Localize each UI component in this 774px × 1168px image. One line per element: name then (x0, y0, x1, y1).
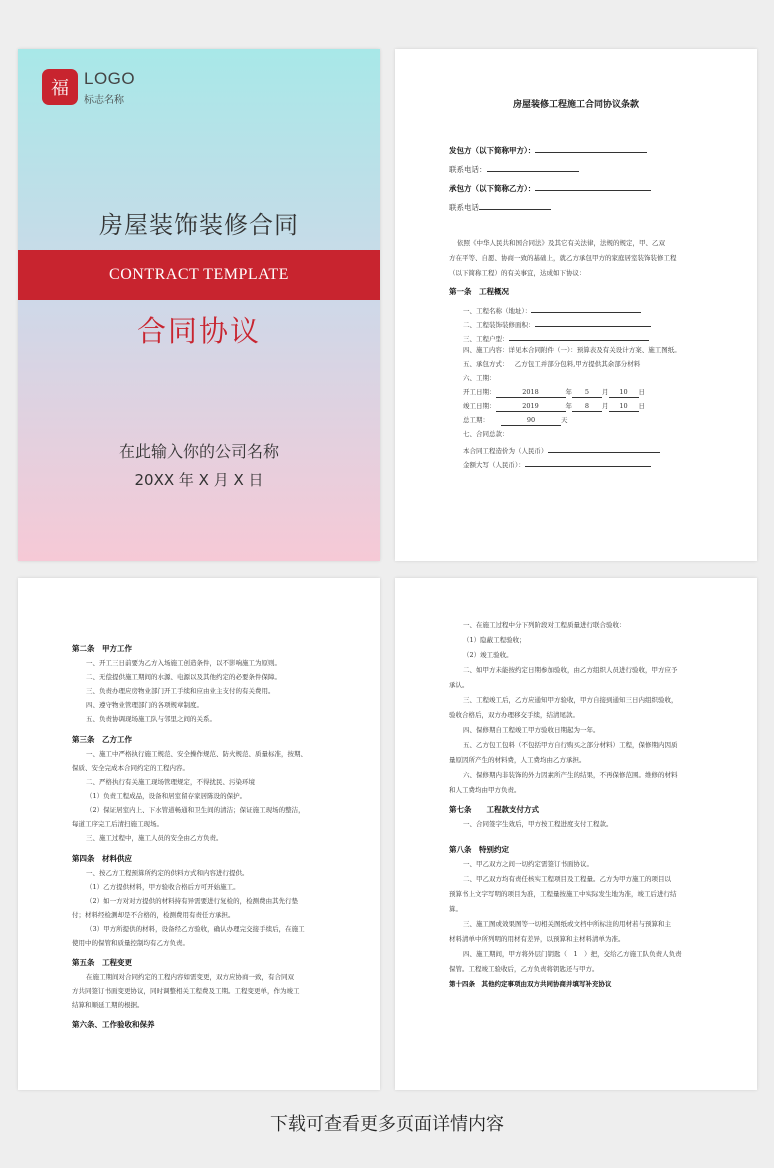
cover-date: 20XX 年 X 月 X 日 (134, 471, 264, 489)
text-line: 一、开工三日前要为乙方入场施工创造条件，以不影响施工为原则。 (86, 659, 281, 667)
text-line: 结算和顺延工期的根据。 (72, 1001, 144, 1009)
year-unit: 年 (565, 402, 572, 410)
section-6-heading: 第六条、工作验收和保养 (72, 1020, 155, 1029)
text-line: 一、合同签字生效后，甲方按工程进度支付工程款。 (463, 820, 613, 828)
end-year: 2019 (496, 403, 566, 412)
section-2-heading: 第二条 甲方工作 (72, 644, 132, 653)
text-line: 和人工费均由甲方负责。 (449, 786, 521, 794)
text-line: （1）隐蔽工程验收； (463, 636, 526, 644)
party-a-label: 发包方（以下简称甲方）： (449, 146, 536, 155)
text-line: 保管。工程竣工验收后，乙方负责将钥匙还与甲方。 (449, 965, 599, 973)
start-year: 2018 (496, 389, 566, 398)
contract-page-3 (395, 578, 757, 1090)
section-8-heading: 第八条 特别约定 (449, 845, 509, 854)
text-line: （3）甲方所提供的材料，设备经乙方验收，确认办理完交接手续后，在施工 (86, 925, 305, 933)
item-5-label: 五、承包方式： (463, 360, 509, 368)
end-date-label: 竣工日期： (463, 402, 496, 410)
start-day: 10 (609, 389, 639, 398)
item-1-label: 一、工程名称（地址）： (463, 307, 532, 315)
section-14-heading: 第十四条 其他约定事项由双方共同协商并填写补充协议 (449, 980, 612, 988)
item-6: 六、工期： (463, 374, 496, 382)
text-line: 二、严格执行有关施工现场管理规定，不得扰民、污染环境 (86, 778, 255, 786)
day-unit: 日 (638, 388, 645, 396)
logo-subtitle: 标志名称 (84, 95, 124, 106)
contract-page-2 (18, 578, 380, 1090)
days-unit: 天 (561, 416, 568, 424)
phone-a-line (449, 164, 579, 174)
section-3-heading: 第三条 乙方工作 (72, 735, 132, 744)
section-5-heading: 第五条 工程变更 (72, 958, 132, 967)
day-unit: 日 (638, 402, 645, 410)
text-line: 六、保修期内非装饰的外力因素所产生的结果，不再保修范围。维修的材料 (463, 771, 678, 779)
item-5 (463, 361, 640, 369)
end-day: 10 (609, 403, 639, 412)
text-line: 在施工期间对合同约定的工程内容如需变更，双方应协商一致，有合同双 (86, 973, 294, 981)
party-a-line (449, 145, 647, 155)
text-line: 量原因所产生的材料费，人工费均由乙方承担。 (449, 756, 586, 764)
text-line: 三、工程竣工后，乙方应通知甲方验收，甲方自接到通知三日内组织验收， (463, 696, 678, 704)
text-line: 一、按乙方工程预算所约定的供料方式和内容进行提供。 (86, 869, 249, 877)
section-4-heading: 第四条 材料供应 (72, 854, 132, 863)
total-days-label: 总工期： (463, 416, 489, 424)
text-line: 四、保修期自工程竣工甲方验收日期起为一年。 (463, 726, 600, 734)
start-date-label: 开工日期： (463, 388, 496, 396)
price-label: 本合同工程造价为（人民币） (463, 447, 548, 455)
text-line: 四、遵守物业管理部门的各项规章制度。 (86, 701, 203, 709)
party-b-line (449, 183, 651, 193)
intro-line-2: 方在平等、自愿、协商一致的基础上，就乙方承包甲方的家庭居室装饰装修工程 (449, 254, 677, 262)
text-line: （2）如一方对对方提供的材料持有异需要进行复检的，检测费由其先行垫 (86, 897, 299, 905)
month-unit: 月 (602, 402, 609, 410)
cover-subtitle: 合同协议 (136, 314, 261, 348)
section-7-heading: 第七条 工程款支付方式 (449, 805, 539, 814)
text-line: 五、乙方包工包料（不包括甲方自行购买之部分材料）工程，保修期内因质 (463, 741, 678, 749)
text-line: 五、负责协调现场施工队与邻里之间的关系。 (86, 715, 216, 723)
text-line: 方共同签订书面变更协议，同时调整相关工程费及工期。工程变更单，作为竣工 (72, 987, 300, 995)
item-3 (463, 333, 649, 344)
intro-line-1: 依照《中华人民共和国合同法》及其它有关法律，法规的规定，甲、乙双 (457, 239, 665, 247)
text-line: 材料清单中所列明的用材有差异，以预算和主材料清单为准。 (449, 935, 625, 943)
cover-title: 房屋装饰装修合同 (99, 211, 299, 239)
phone-b-line (449, 202, 551, 212)
total-days-line (463, 417, 568, 426)
text-line: 每道工序完工后清扫施工现场。 (72, 820, 163, 828)
text-line: 二、如甲方未能按约定日期参加验收，由乙方组织人员进行验收，甲方应予 (463, 666, 678, 674)
text-line: 承认。 (449, 681, 469, 689)
start-date-line (463, 389, 645, 398)
party-b-label: 承包方（以下简称乙方）： (449, 184, 536, 193)
item-3-label: 三、工程户型： (463, 335, 509, 343)
item-2 (463, 319, 651, 330)
text-line: 付；材料经检测却是不合格的，检测费用有责任方承担。 (72, 911, 235, 919)
item-2-label: 二、工程装饰装修面积： (463, 321, 535, 329)
month-unit: 月 (602, 388, 609, 396)
logo-text: LOGO (84, 69, 136, 88)
price-line (463, 445, 660, 456)
price-words-label: 金额大写（人民币）： (463, 461, 525, 469)
text-line: 三、施工图或效果图等一切相关图纸或文档中所标注的用材若与预算和主 (463, 920, 671, 928)
contract-mode: 乙方包工并部分包料,甲方提供其余部分材料 (514, 360, 641, 368)
section-1-heading: 第一条 工程概况 (449, 287, 509, 296)
text-line: 三、负责办理应房物业部门开工手续和应由业主支付的有关费用。 (86, 687, 275, 695)
text-line: 二、甲乙双方均有责任核实工程项目及工程量。乙方为甲方施工的项目以 (463, 875, 671, 883)
end-month: 8 (572, 403, 602, 412)
contract-template-band: CONTRACT TEMPLATE (18, 250, 380, 300)
document-title: 房屋装修工程施工合同协议条款 (512, 100, 639, 110)
text-line: 算。 (449, 905, 462, 913)
fu-logo-icon: 福 (42, 69, 78, 105)
phone-a-label: 联系电话： (449, 165, 487, 174)
text-line: 使用中的保管和质量控制均有乙方负责。 (72, 939, 189, 947)
text-line: （1）负责工程成品，设备和居室留存家居陈设的保护。 (86, 792, 247, 800)
item-1 (463, 305, 641, 316)
phone-b-label: 联系电话 (449, 203, 479, 212)
text-line: 验收合格后，双方办理移交手续，结清尾款。 (449, 711, 579, 719)
text-line: 二、无偿提供施工期间的水源、电源以及其他约定的必要条件保障。 (86, 673, 281, 681)
cover-page (18, 49, 380, 561)
start-month: 5 (572, 389, 602, 398)
text-line: 三、施工过程中，施工人员的安全由乙方负责。 (86, 834, 223, 842)
text-line: 一、在施工过程中分下列阶段对工程质量进行联合验收： (463, 621, 626, 629)
text-line: 一、施工中严格执行施工规范、安全操作规范、防火规范、质量标准，按期、 (86, 750, 307, 758)
contract-page-1 (395, 49, 757, 561)
text-line: 四、施工期间，甲方将外层门钥匙（ 1 ）把，交给乙方施工队负责人负责 (463, 950, 682, 958)
item-7: 七、合同总款： (463, 430, 509, 438)
text-line: 保质、安全完成本合同约定的工程内容。 (72, 764, 189, 772)
price-words-line (463, 459, 651, 470)
intro-line-3: （以下简称工程）的有关事宜，达成如下协议： (449, 269, 586, 277)
company-name: 在此输入你的公司名称 (118, 442, 279, 461)
total-days: 90 (501, 417, 561, 426)
item-4: 四、施工内容：详见本合同附件（一）：预算表及有关设计方案、施工图纸。 (463, 346, 681, 354)
text-line: 预算书上文字写明的项目为准，工程量按施工中实际发生地为准，竣工后进行结 (449, 890, 677, 898)
download-more-footer: 下载可查看更多页面详情内容 (270, 1114, 504, 1135)
text-line: （1）乙方提供材料，甲方验收合格后方可开始施工。 (86, 883, 240, 891)
end-date-line (463, 403, 645, 412)
text-line: （2）保证居室内上、下水管道畅通和卫生间的清洁；保证施工现场的整洁， (86, 806, 305, 814)
text-line: （2）竣工验收。 (463, 651, 513, 659)
year-unit: 年 (565, 388, 572, 396)
text-line: 一、甲乙双方之间一切约定需签订书面协议。 (463, 860, 593, 868)
